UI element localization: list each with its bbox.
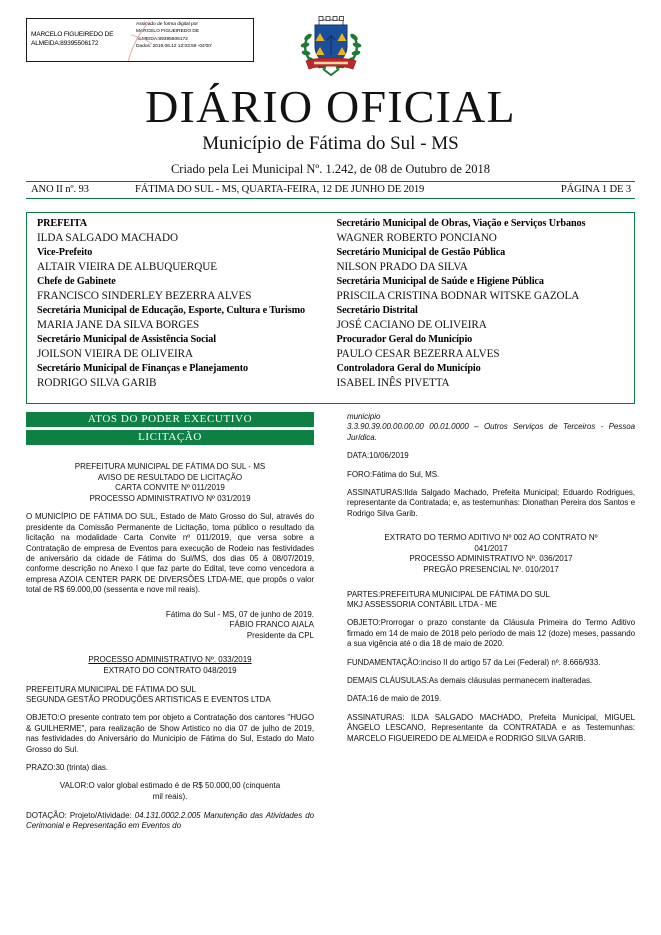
contract-valor-line2: mil reais). [152, 792, 188, 802]
contract-foro: FORO:Fátima do Sul, MS. [347, 469, 440, 479]
notice-header [26, 462, 314, 504]
notice-body-text: O MUNICÍPIO DE FÁTIMA DO SUL, Estado de Mato Grosso do Sul, através do presidente da Comissão Permanente de Licitação, toma público o resultado da licitação na modalidade Carta Convite nº 011/2019, que versa sobre a Contratação de empresa de Eventos para execução de Rodeio nas festividades de aniversário da cidade de Fátima do Sul/MS, dos dias 05 à 08/07/2019, conforme descrição no Anexo I que faz parte do Edital, teve como vencedora a empresa AZOIA CENTER PARK DE DIVERSÕES LTDA-ME, que propôs o valor total de R$ 69.000,00 (sessenta e nove mil reais). [26, 512, 314, 595]
official-name: JOILSON VIEIRA DE OLIVEIRA [37, 348, 193, 361]
notice-header-line2: AVISO DE RESULTADO DE LICITAÇÃO [97, 472, 243, 482]
official-role: Secretário Distrital [336, 305, 418, 316]
edition-page-number: PÁGINA 1 DE 3 [560, 184, 631, 195]
officials-column-right [331, 217, 635, 403]
official-name: PAULO CESAR BEZERRA ALVES [336, 348, 500, 361]
column-right [347, 412, 635, 752]
section-bar-licitacao: LICITAÇÃO [26, 430, 314, 445]
signature-signer-name: FÁBIO FRANCO AIALA [229, 620, 314, 630]
dotacao-continuation-code: 3.3.90.39.00.00.00.00 00.01.0000 – Outros Serviços de Terceiros - Pessoa Jurídica. [347, 422, 635, 442]
contract-dotacao [26, 811, 314, 832]
aditivo-objeto: OBJETO:Prorrogar o prazo constante da Cláusula Primeira do Termo Aditivo firmado em 14 de maio de 2018 pelo período de mais 12 (doze) meses, passando a sua vigência até o dia 18 de maio de 2020. [347, 618, 635, 649]
signature-detail-line3: ALMEIDA:89395506172 [136, 36, 188, 42]
edition-year-number: ANO II nº. 93 [31, 184, 89, 195]
contract-assinaturas: ASSINATURAS:Ilda Salgado Machado, Prefeita Municipal; Eduardo Rodrigues, representante da Contratada; e, as testemunhas: Dionathan Pereira dos Santos e Rodrigo Silva Garib. [347, 488, 635, 518]
contract-extract-header [26, 655, 314, 676]
official-role: Secretária Municipal de Saúde e Higiene Pública [336, 276, 544, 287]
official-role: Secretário Municipal de Finanças e Planejamento [37, 363, 249, 374]
aditivo-header-line1: EXTRATO DO TERMO ADITIVO Nº 002 AO CONTRATO Nº [384, 533, 598, 543]
official-role: PREFEITA [37, 218, 87, 229]
contract-prazo: PRAZO:30 (trinta) dias. [26, 763, 108, 773]
official-role: Secretário Municipal de Obras, Viação e Serviços Urbanos [336, 218, 586, 229]
section-bars [26, 412, 314, 445]
contract-dotacao-code: 04.131.0002.2.005 Manutenção das Atividades do Cerimonial e Representação em Eventos do [26, 810, 314, 831]
signature-detail-line1: Assinado de forma digital por [136, 22, 198, 27]
contract-valor [26, 781, 314, 802]
aditivo-fundamentacao: FUNDAMENTAÇÃO:inciso II do artigo 57 da Lei (Federal) nº. 8.666/933. [347, 657, 601, 667]
contract-parties-line2: SEGUNDA GESTÃO PRODUÇÕES ARTISTICAS E EVENTOS LTDA [26, 695, 271, 704]
signature-subject-line2: ALMEIDA:89395506172 [31, 40, 99, 47]
contract-parties-line1: PREFEITURA MUNICIPAL DE FÁTIMA DO SUL [26, 684, 196, 694]
contract-dotacao-label: DOTAÇÃO: Projeto/Atividade: [26, 810, 135, 820]
aditivo-data: DATA:16 de maio de 2019. [347, 694, 442, 704]
title-block [0, 81, 661, 177]
notice-header-line3: CARTA CONVITE Nº 011/2019 [115, 483, 225, 493]
official-name: ALTAIR VIEIRA DE ALBUQUERQUE [37, 261, 217, 274]
official-role: Secretário Municipal de Gestão Pública [336, 247, 506, 258]
edition-city-date: FÁTIMA DO SUL - MS, QUARTA-FEIRA, 12 DE JUNHO DE 2019 [135, 184, 425, 195]
page-title: DIÁRIO OFICIAL [145, 81, 516, 132]
official-name: ISABEL INÊS PIVETTA [336, 377, 450, 390]
official-name: WAGNER ROBERTO PONCIANO [336, 232, 497, 245]
signature-detail-line2: MARCELO FIGUEIREDO DE [136, 29, 200, 35]
cpl-signature-block [26, 610, 314, 642]
coat-of-arms-icon [300, 13, 362, 77]
municipality-subtitle: Município de Fátima do Sul - MS [202, 133, 459, 154]
body-columns [26, 412, 635, 922]
official-name: PRISCILA CRISTINA BODNAR WITSKE GAZOLA [336, 290, 580, 303]
notice-header-line1: PREFEITURA MUNICIPAL DE FÁTIMA DO SUL - MS [74, 462, 266, 471]
creation-law-line: Criado pela Lei Municipal Nº. 1.242, de 08 de Outubro de 2018 [170, 162, 491, 176]
edition-bar [26, 181, 635, 199]
contract-data: DATA:10/06/2019 [347, 451, 409, 461]
aditivo-assinaturas: ASSINATURAS: ILDA SALGADO MACHADO, Prefeita Municipal, MIGUEL ÂNGELO LESCANO, Representante da CONTRATADA e as Testemunhas: MARCELO FIGUEIREDO DE ALMEIDA e RODRIGO SILVA GARIB. [347, 712, 635, 743]
official-role: Vice-Prefeito [37, 247, 93, 258]
contract-objeto: OBJETO:O presente contrato tem por objeto a Contratação dos cantores "HUGO & GUILHERME", para realização de Show Artistico no dia 07 de julho de 2019, nas festividades do Aniversário do Municipio de Fátima do Sul, Estado do Mato Grosso do Sul. [26, 713, 314, 754]
signature-signer-role: Presidente da CPL [246, 630, 314, 640]
aditivo-header-line4: PREGÃO PRESENCIAL Nº. 010/2017 [423, 565, 559, 575]
signature-detail-line4: Dados: 2019.06.12 12:03:59 -04'00' [136, 44, 212, 50]
official-role: Secretário Municipal de Assistência Social [37, 334, 216, 345]
column-left [26, 412, 314, 839]
official-name: JOSÉ CACIANO DE OLIVEIRA [336, 319, 487, 332]
official-role: Controladora Geral do Município [336, 363, 481, 374]
official-name: MARIA JANE DA SILVA BORGES [37, 319, 200, 332]
contract-valor-line1: VALOR:O valor global estimado é de R$ 50.000,00 (cinquenta [59, 781, 281, 791]
officials-column-left [27, 217, 331, 403]
contract-extract-number: EXTRATO DO CONTRATO 048/2019 [103, 666, 237, 675]
signature-subject-line1: MARCELO FIGUEIREDO DE [31, 31, 114, 39]
aditivo-header-line3: PROCESSO ADMINISTRATIVO Nº. 036/2017 [409, 554, 573, 564]
aditivo-header-line2: 041/2017 [474, 543, 508, 553]
digital-signature-box [26, 18, 254, 62]
aditivo-parties [347, 590, 635, 611]
aditivo-demais-clausulas: DEMAIS CLÁUSULAS:As demais cláusulas permanecem inalteradas. [347, 676, 593, 686]
official-role: Chefe de Gabinete [37, 276, 116, 287]
signature-subject [27, 19, 131, 61]
aditivo-parties-line1: PARTES:PREFEITURA MUNICIPAL DE FÁTIMA DO SUL [347, 589, 550, 599]
signature-place-date: Fátima do Sul - MS, 07 de junho de 2019. [165, 609, 314, 619]
aditivo-parties-line2: MKJ ASSESSORIA CONTÁBIL LTDA - ME [347, 600, 497, 610]
dotacao-continuation-municipio: municipio [347, 412, 381, 421]
contract-process-number: PROCESSO ADMINISTRATIVO Nº. 033/2019 [88, 655, 252, 665]
aditivo-header [347, 533, 635, 575]
official-name: RODRIGO SILVA GARIB [37, 377, 157, 390]
official-role: Procurador Geral do Município [336, 334, 473, 345]
official-name: ILDA SALGADO MACHADO [37, 232, 178, 245]
official-name: FRANCISCO SINDERLEY BEZERRA ALVES [37, 290, 252, 303]
official-role: Secretária Municipal de Educação, Esporte, Cultura e Turismo [37, 305, 306, 316]
masthead [0, 0, 661, 178]
contract-parties [26, 685, 314, 706]
official-name: NILSON PRADO DA SILVA [336, 261, 468, 274]
section-bar-atos-poder-executivo: ATOS DO PODER EXECUTIVO [26, 412, 314, 427]
signature-details [131, 19, 253, 61]
notice-header-line4: PROCESSO ADMINISTRATIVO Nº 031/2019 [89, 493, 251, 503]
officials-box [26, 212, 635, 404]
